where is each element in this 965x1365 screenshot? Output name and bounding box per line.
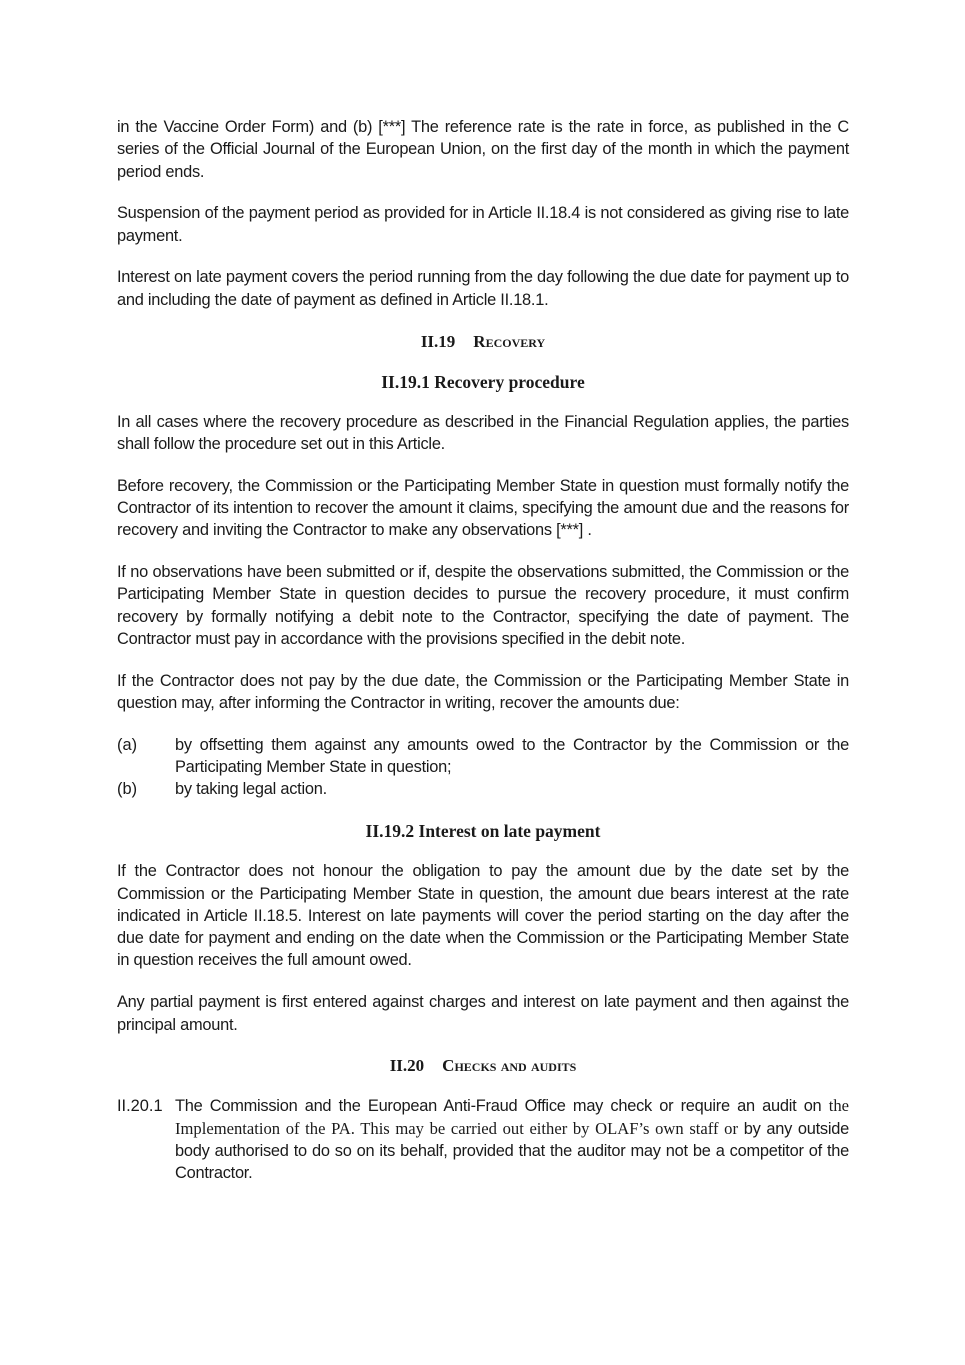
clause-text-part-a: The Commission and the European Anti-Fraud Office may check or require an audit on [175,1097,822,1116]
section-title: Checks and audits [442,1056,577,1076]
paragraph-recovery-applies: In all cases where the recovery procedure as described in the Financial Regulation applies, the parties shall follow the procedure set out in this Article. [117,412,849,453]
clause-ii-20-1 [117,1095,849,1184]
list-item-text: by offsetting them against any amounts owed to the Contractor by the Commission or the Participating Member State in question; [175,735,849,777]
list-item-label: (a) [117,735,138,754]
section-number: II.20 [389,1056,425,1076]
section-heading-checks-audits [117,1055,849,1077]
list-item-label: (b) [117,780,138,799]
paragraph-not-honour: If the Contractor does not honour the obligation to pay the amount due by the date set by the Commission or the Participating Member State in question, the amount due bears interest at the rate indicated in Article II.18.5. Interest on late payments will cover the period starting on the day after the due date for payment and ending on the date when the Commission or the Participating Member State in question receives the full amount owed. [117,862,849,970]
clause-label: II.20.1 [117,1097,163,1116]
clause-text [175,1095,849,1184]
paragraph-no-observations: If no observations have been submitted or if, despite the observations submitted, the Commission or the Participating Member State in question decides to pursue the recovery procedure, it must confirm recovery by formally notifying a debit note to the Contractor, specifying the date of payment. The Contractor must pay in accordance with the provisions specified in the debit note. [117,563,849,648]
clause-text-part-c: by any outside body authorised to do so on its behalf, provided that the auditor may not be a competitor of the Contractor. [175,1119,849,1183]
section-title: Recovery [473,331,546,351]
recovery-methods-list [117,734,849,801]
section-number: II.19 [420,331,456,351]
clause-text-part-b: the Implementation of the PA. This may be carried out either by OLAF’s own staff or [175,1096,849,1138]
paragraph-not-paid: If the Contractor does not pay by the due date, the Commission or the Participating Member State in question may, after informing the Contractor in writing, recover the amounts due: [117,671,849,713]
subsection-heading-recovery-procedure: II.19.1 Recovery procedure [381,371,585,392]
paragraph-before-recovery: Before recovery, the Commission or the Participating Member State in question must formally notify the Contractor of its intention to recover the amount it claims, specifying the amount due and the reasons for recovery and inviting the Contractor to make any observations [***] . [117,476,849,540]
paragraph-interest-period: Interest on late payment covers the period running from the day following the due date for payment up to and including the date of payment as defined in Article II.18.1. [117,268,849,309]
paragraph-partial-payment: Any partial payment is first entered against charges and interest on late payment and then against the principal amount. [117,993,849,1034]
list-item-text: by taking legal action. [175,780,327,799]
subsection-heading-interest: II.19.2 Interest on late payment [365,821,601,842]
section-heading-recovery [117,331,849,353]
list-item [117,778,849,800]
paragraph-reference-rate: in the Vaccine Order Form) and (b) [***] The reference rate is the rate in force, as published in the C series of the Official Journal of the European Union, on the first day of the month in which the payment period ends. [117,118,849,181]
document-page [117,116,849,1185]
list-item [117,734,849,779]
paragraph-suspension: Suspension of the payment period as provided for in Article II.18.4 is not considered as giving rise to late payment. [117,204,849,245]
